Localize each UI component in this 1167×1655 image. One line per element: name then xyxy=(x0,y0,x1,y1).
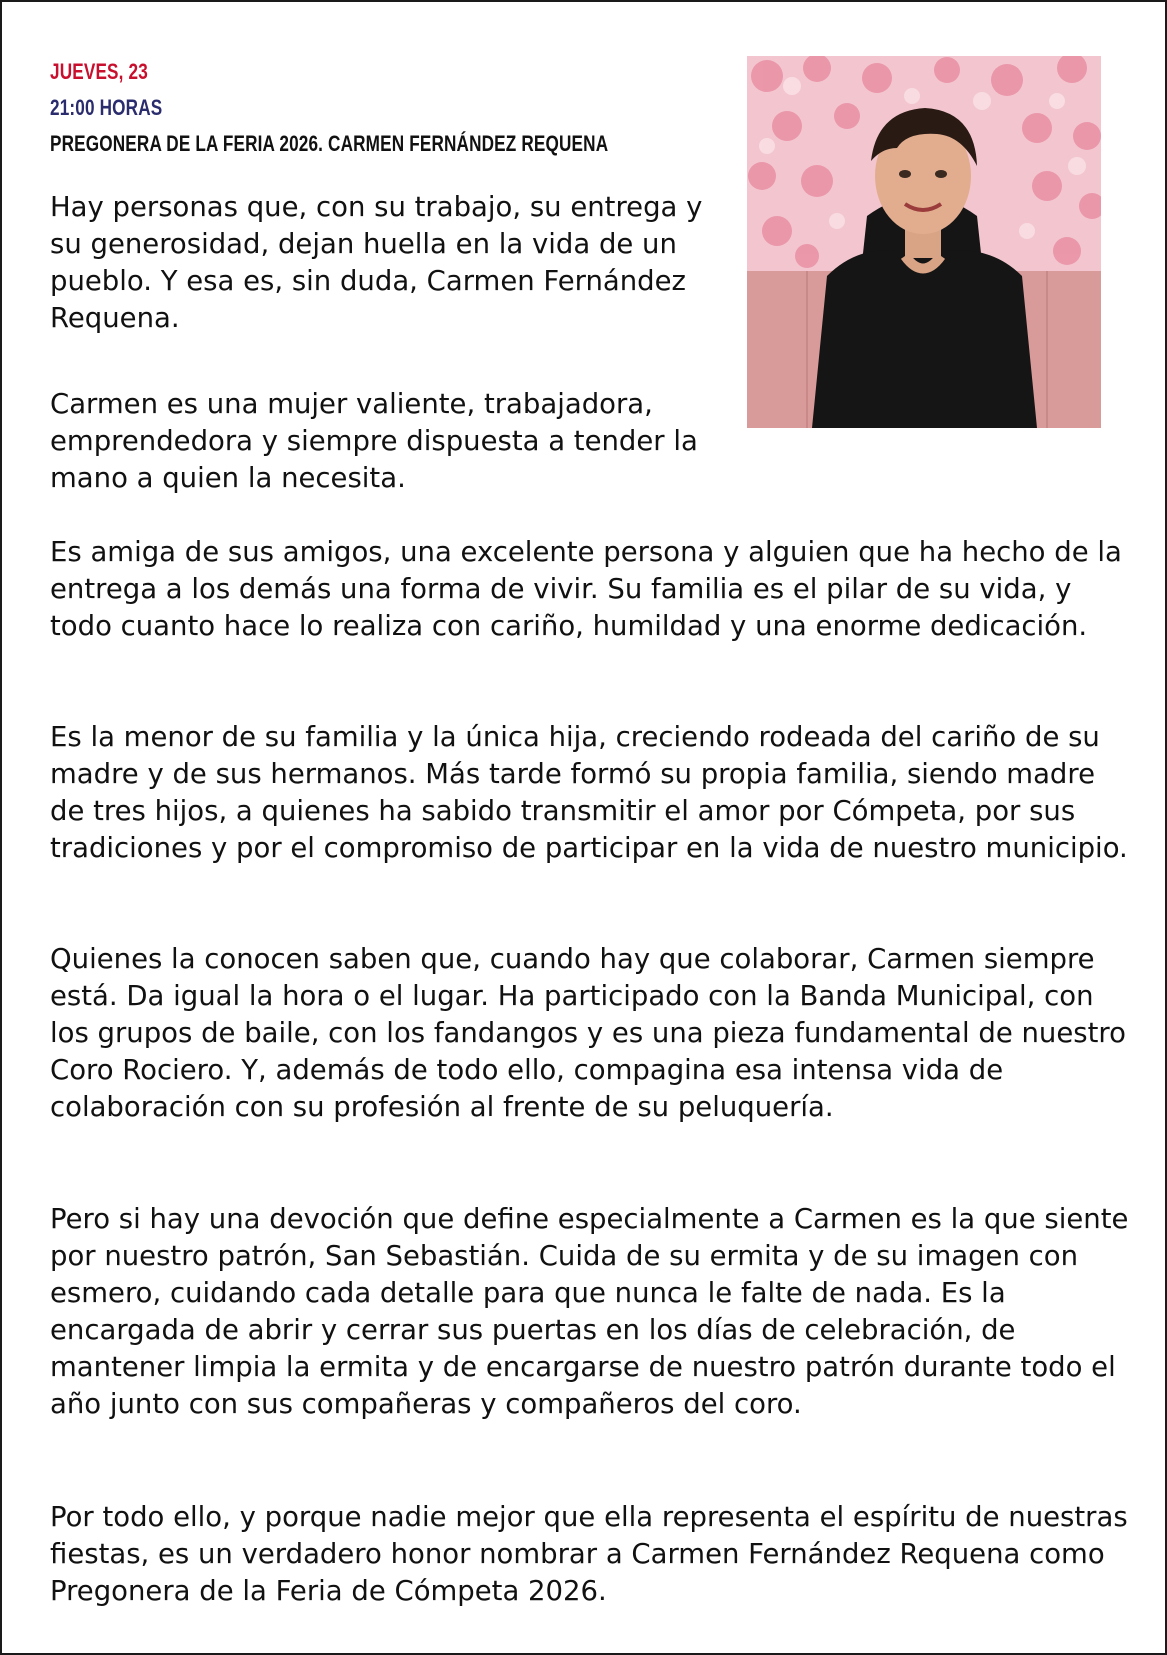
event-header xyxy=(50,54,766,162)
portrait-photo xyxy=(747,56,1101,428)
event-date: JUEVES, 23 xyxy=(50,59,148,84)
paragraph-conclusion: Por todo ello, y porque nadie mejor que ella representa el espíritu de nuestras fiestas, es un verdadero honor nombrar a Carmen Fernández Requena como Pregonera de la Feria de Cómpeta 2026. xyxy=(50,1501,1128,1607)
portrait-photo-icon xyxy=(747,56,1101,428)
paragraph-character: Carmen es una mujer valiente, trabajadora, emprendedora y siempre dispuesta a tender la mano a quien la necesita. xyxy=(50,388,698,494)
event-title: PREGONERA DE LA FERIA 2026. CARMEN FERNÁNDEZ REQUENA xyxy=(50,131,609,156)
paragraph-family: Es la menor de su familia y la única hija, creciendo rodeada del cariño de su madre y de sus hermanos. Más tarde formó su propia familia, siendo madre de tres hijos, a quienes ha sabido transmitir el amor por Cómpeta, por sus tradiciones y por el compromiso de participar en la vida de nuestro municipio. xyxy=(50,721,1128,864)
paragraph-intro: Hay personas que, con su trabajo, su entrega y su generosidad, dejan huella en la vida de un pueblo. Y esa es, sin duda, Carmen Fernández Requena. xyxy=(50,191,703,334)
event-time: 21:00 HORAS xyxy=(50,95,163,120)
paragraph-friendship: Es amiga de sus amigos, una excelente persona y alguien que ha hecho de la entrega a los demás una forma de vivir. Su familia es el pilar de su vida, y todo cuanto hace lo realiza con cariño, humildad y una enorme dedicación. xyxy=(50,536,1122,642)
paragraph-collaboration: Quienes la conocen saben que, cuando hay que colaborar, Carmen siempre está. Da igual la hora o el lugar. Ha participado con la Banda Municipal, con los grupos de baile, con los fandangos y es una pieza fundamental de nuestro Coro Rociero. Y, además de todo ello, compagina esa intensa vida de colaboración con su profesión al frente de su peluquería. xyxy=(50,943,1126,1123)
paragraph-devotion: Pero si hay una devoción que define especialmente a Carmen es la que siente por nuestro patrón, San Sebastián. Cuida de su ermita y de su imagen con esmero, cuidando cada detalle para que nunca le falte de nada. Es la encargada de abrir y cerrar sus puertas en los días de celebración, de mantener limpia la ermita y de encargarse de nuestro patrón durante todo el año junto con sus compañeras y compañeros del coro. xyxy=(50,1203,1129,1420)
